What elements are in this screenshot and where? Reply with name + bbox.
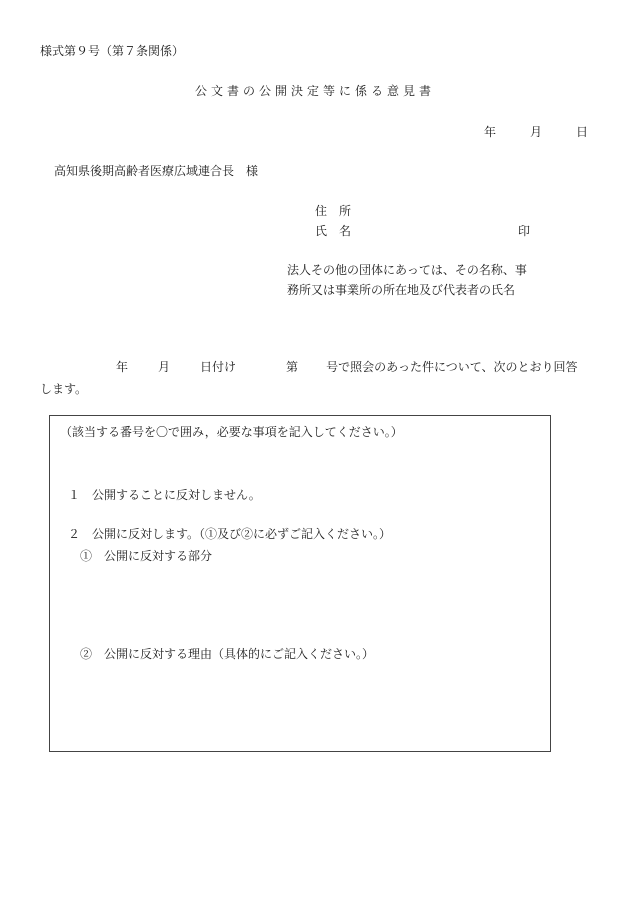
option-2: ２ 公開に反対します。（①及び②に必ずご記入ください。） — [68, 527, 392, 541]
address-label: 住 所 — [315, 204, 352, 218]
option-2-sub-2: ② 公開に反対する理由（具体的にご記入ください。） — [80, 647, 375, 661]
addressee: 高知県後期高齢者医療広域連合長 様 — [54, 164, 259, 178]
date-line — [484, 124, 588, 140]
body-rest: 号で照会のあった件について、次のとおり回答 — [326, 360, 578, 374]
body-dated: 日付け — [200, 360, 237, 374]
name-row — [315, 223, 351, 239]
seal-mark: 印 — [518, 224, 531, 238]
response-box — [49, 415, 551, 752]
date-day: 日 — [575, 125, 588, 139]
corporate-note-line-2: 務所又は事業所の所在地及び代表者の氏名 — [287, 283, 516, 297]
address-row — [315, 203, 351, 219]
box-instruction: （該当する番号を〇で囲み，必要な事項を記入してください。） — [60, 425, 403, 439]
option-1: １ 公開することに反対しません。 — [68, 488, 261, 502]
option-2-sub-1: ① 公開に反対する部分 — [80, 549, 213, 563]
body-month: 月 — [158, 360, 171, 374]
document-title: 公文書の公開決定等に係る意見書 — [194, 84, 435, 98]
body-number-prefix: 第 — [286, 360, 299, 374]
corporate-note-line-1: 法人その他の団体にあっては、その名称、事 — [287, 263, 527, 277]
form-number: 様式第９号（第７条関係） — [40, 44, 185, 58]
name-label: 氏 名 — [315, 224, 352, 238]
date-year: 年 — [483, 125, 496, 139]
body-year: 年 — [116, 360, 129, 374]
date-month: 月 — [529, 125, 542, 139]
body-text-line-2: します。 — [40, 382, 88, 396]
body-text-line-1 — [116, 359, 577, 375]
